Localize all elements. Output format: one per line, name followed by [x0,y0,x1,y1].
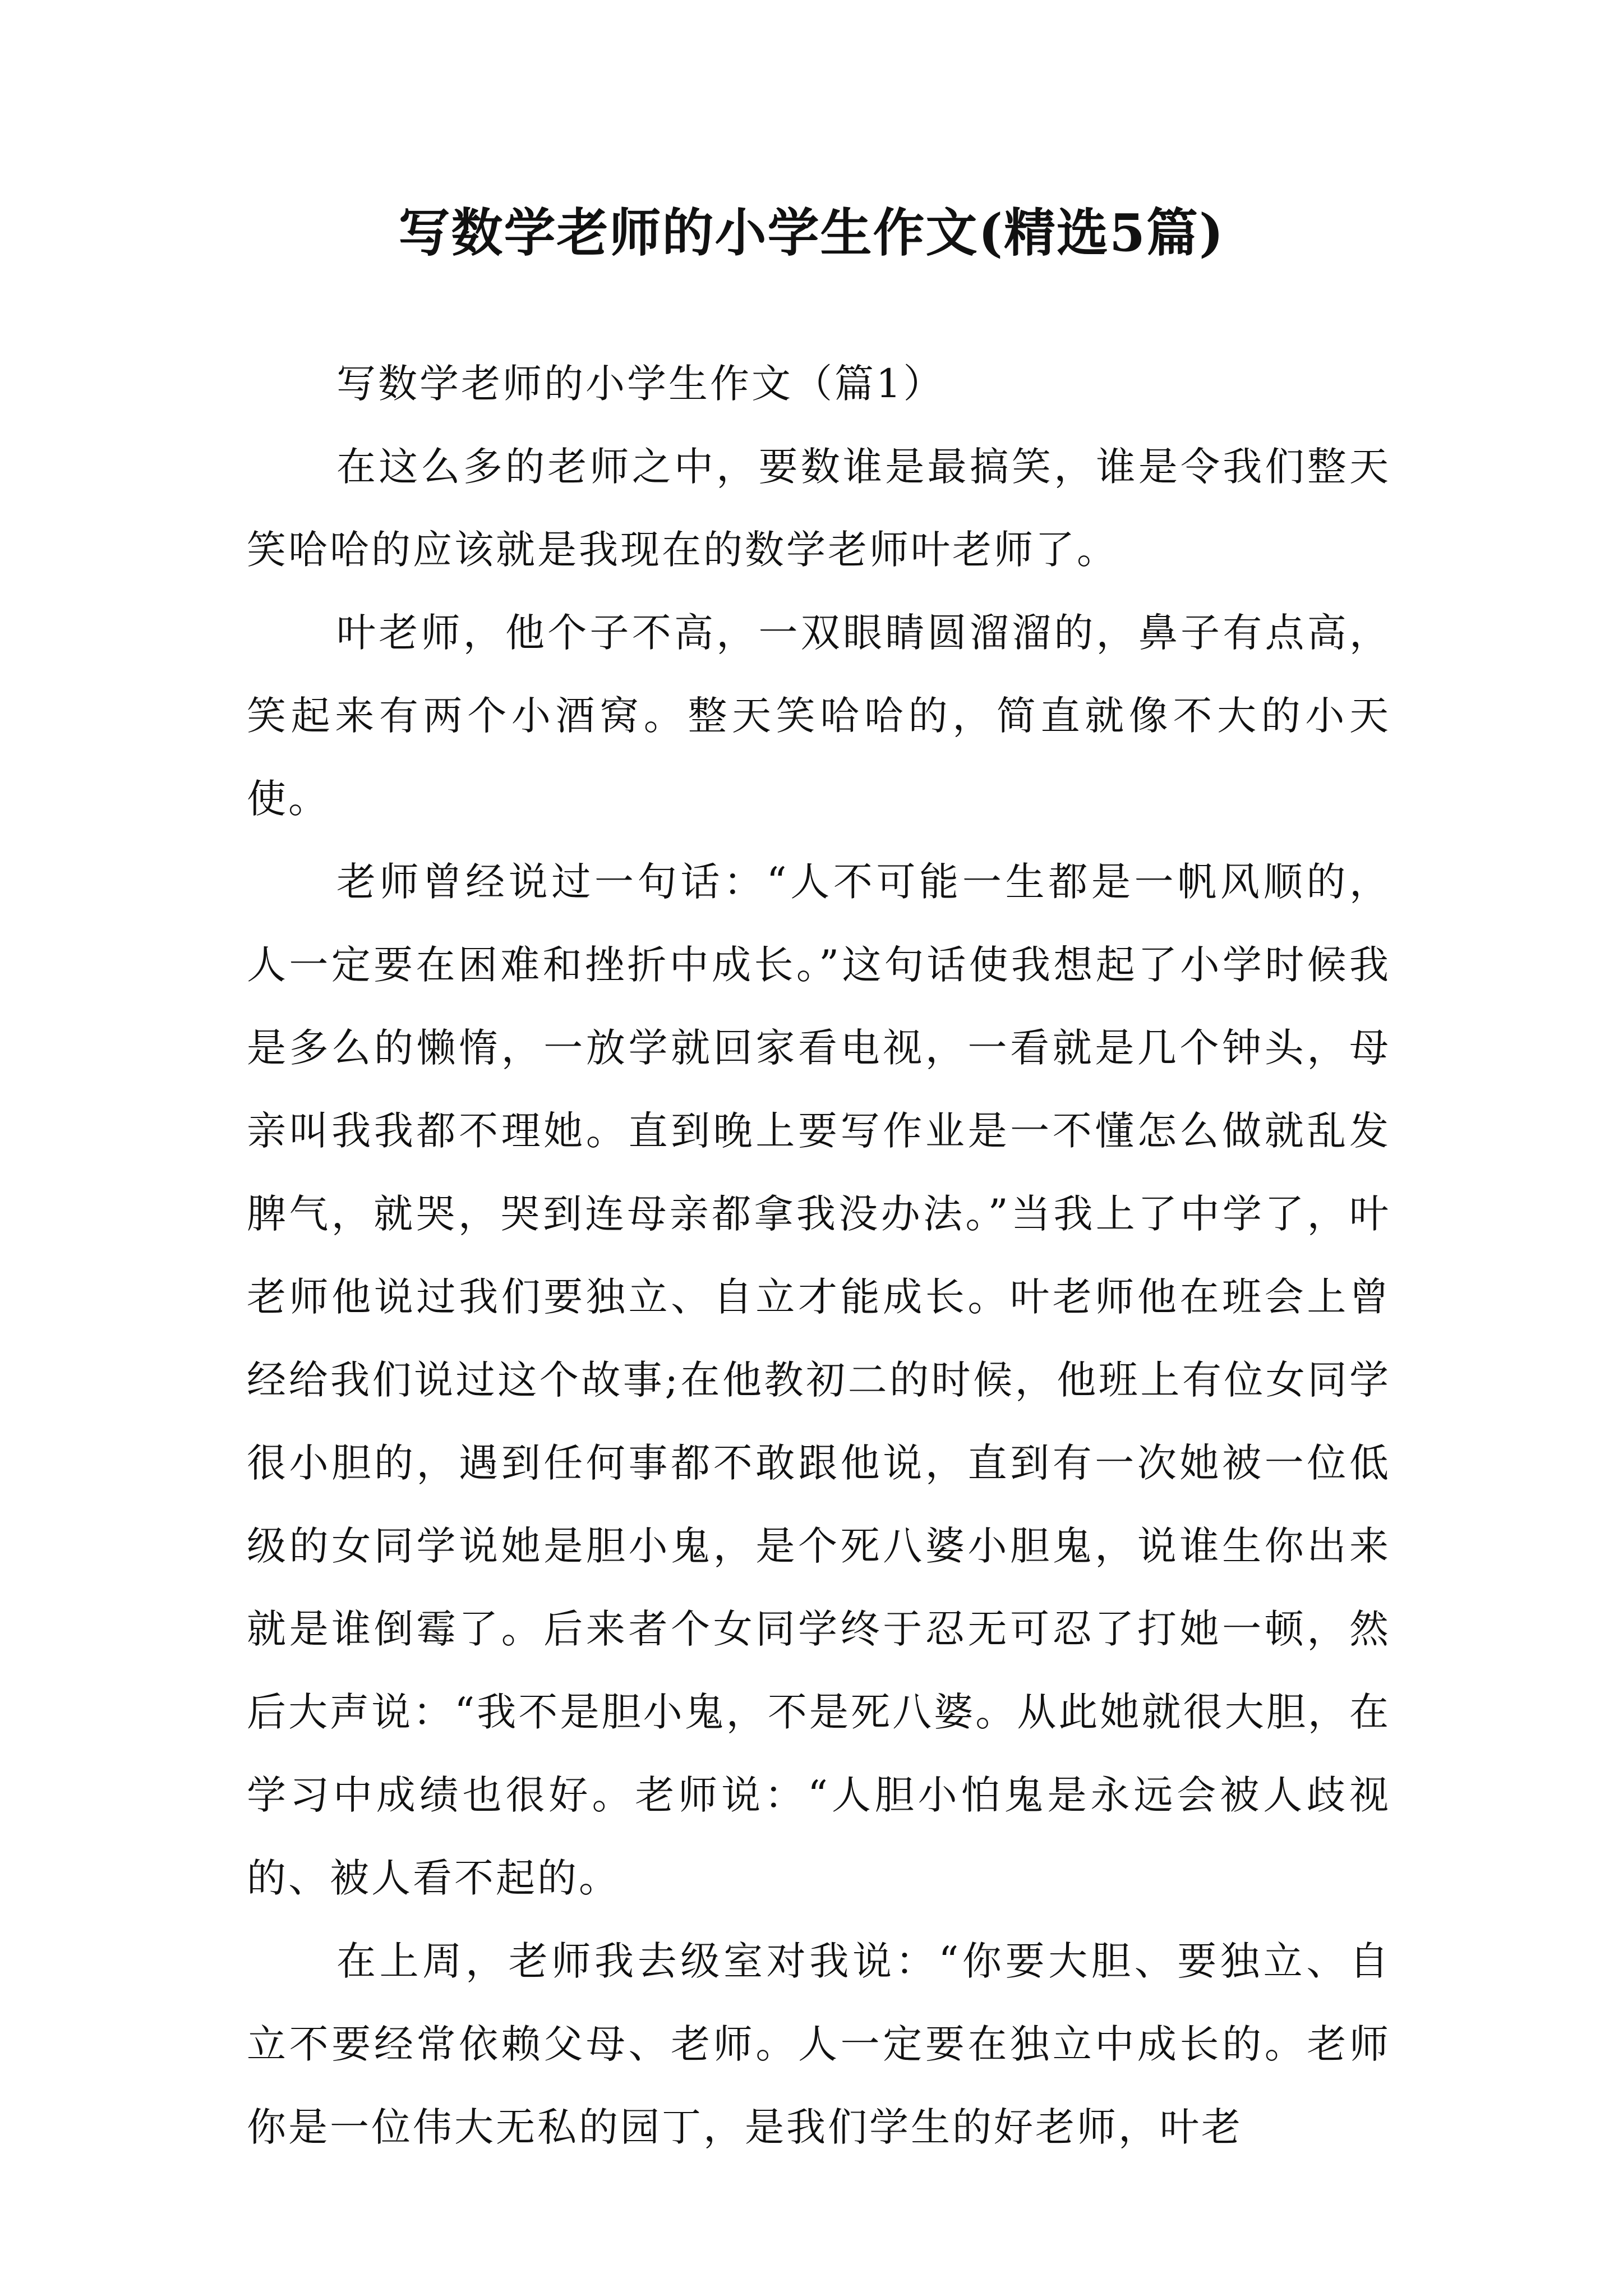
document-title: 写数学老师的小学生作文(精选5篇) [398,203,1225,263]
document-body [247,342,1391,2169]
paragraph: 在这么多的老师之中，要数谁是最搞笑，谁是令我们整天笑哈哈的应该就是我现在的数学老师叶老师了。 [247,444,1391,573]
paragraph: 老师曾经说过一句话：“人不可能一生都是一帆风顺的，人一定要在困难和挫折中成长。”这句话使我想起了小学时候我是多么的懒惰，一放学就回家看电视，一看就是几个钟头，母亲叫我我都不理她。直到晚上要写作业是一不懂怎么做就乱发脾气，就哭，哭到连母亲都拿我没办法。”当我上了中学了，叶老师他说过我们要独立、自立才能成长。叶老师他在班会上曾经给我们说过这个故事;在他教初二的时候，他班上有位女同学很小胆的，遇到任何事都不敢跟他说，直到有一次她被一位低级的女同学说她是胆小鬼，是个死八婆小胆鬼，说谁生你出来就是谁倒霉了。后来者个女同学终于忍无可忍了打她一顿，然后大声说：“我不是胆小鬼，不是死八婆。从此她就很大胆，在学习中成绩也很好。老师说：“人胆小怕鬼是永远会被人歧视的、被人看不起的。 [247,859,1391,1901]
section-heading: 写数学老师的小学生作文（篇1） [336,361,945,407]
paragraph: 叶老师，他个子不高，一双眼睛圆溜溜的，鼻子有点高，笑起来有两个小酒窝。整天笑哈哈的，简直就像不大的小天使。 [247,610,1391,822]
paragraph: 在上周，老师我去级室对我说：“你要大胆、要独立、自立不要经常依赖父母、老师。人一定要在独立中成长的。老师你是一位伟大无私的园丁，是我们学生的好老师，叶老 [247,1938,1391,2150]
